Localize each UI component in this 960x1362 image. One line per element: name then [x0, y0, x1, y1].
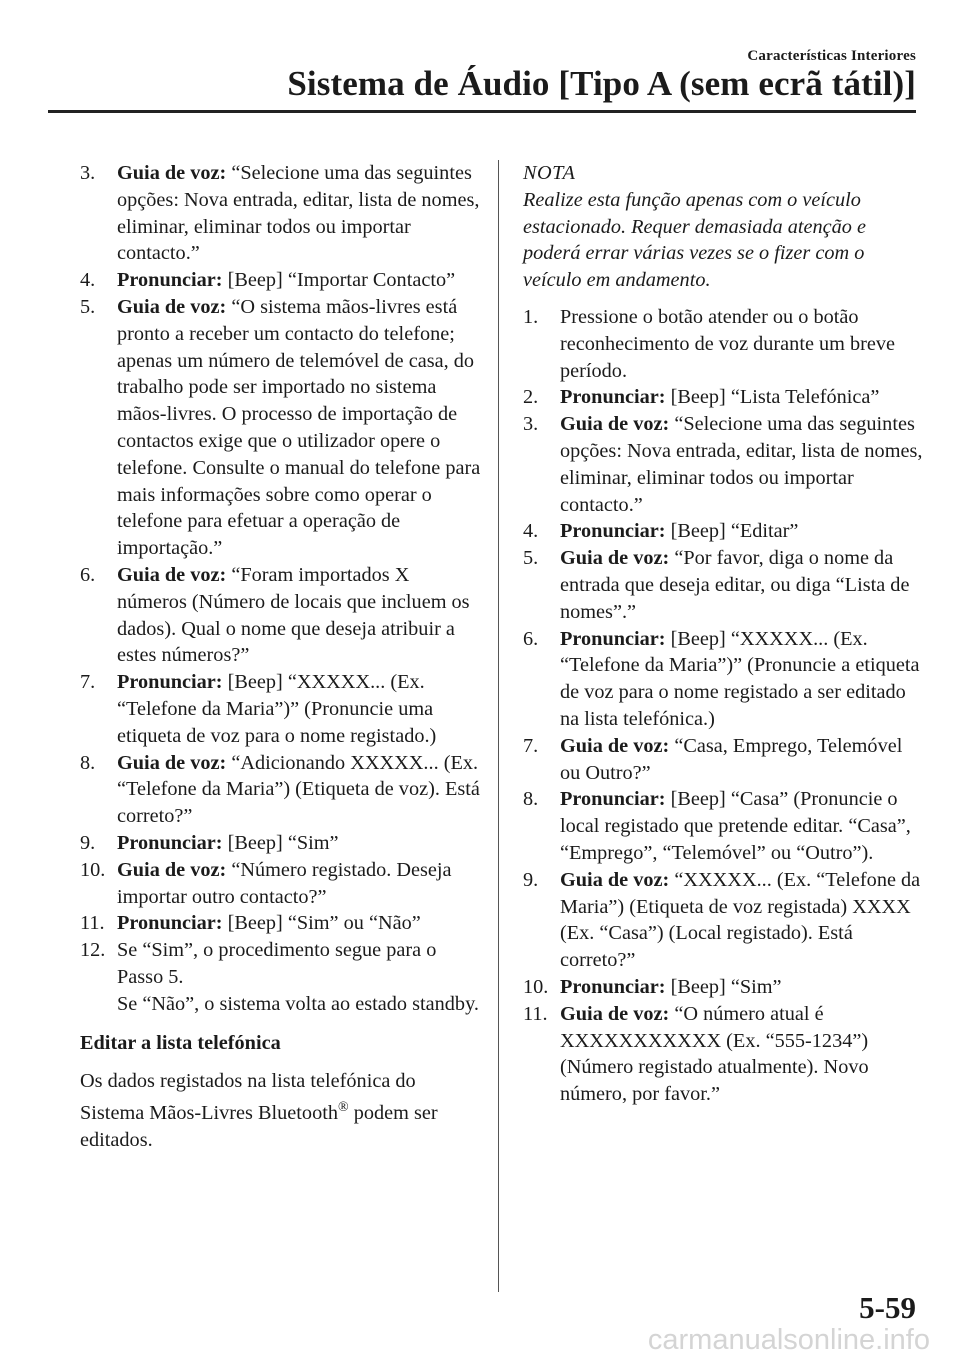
step-text: [Beep] “Editar” [665, 520, 799, 543]
step-text: [Beep] “Sim” [222, 831, 339, 854]
list-item [80, 267, 482, 294]
step-label: Guia de voz: [560, 734, 670, 757]
header-rule [48, 110, 916, 113]
left-column [80, 160, 482, 1153]
step-text: “Foram importados X números (Número de locais que incluem os dados). Qual o nome que deseja atribuir a estes números?” [117, 563, 470, 667]
step-label: Pronunciar: [117, 269, 223, 292]
step-label: Pronunciar: [560, 788, 666, 811]
step-label: Guia de voz: [560, 1002, 670, 1025]
step-number: 3. [523, 413, 539, 436]
list-item [80, 910, 482, 937]
list-item [523, 545, 923, 625]
step-text: [Beep] “Casa” (Pronuncie o local registado que pretende editar. “Casa”, “Emprego”, “Telemóvel” ou “Outro”). [560, 788, 911, 864]
step-number: 5. [80, 295, 96, 318]
step-text: “Selecione uma das seguintes opções: Nova entrada, editar, lista de nomes, eliminar, eliminar todos ou importar contacto.” [560, 413, 923, 516]
step-number: 11. [80, 912, 105, 935]
list-item [80, 937, 482, 1017]
section-label: Características Interiores [747, 48, 916, 64]
step-label: Guia de voz: [117, 858, 227, 881]
step-number: 12. [80, 939, 106, 962]
step-label: Guia de voz: [117, 563, 227, 586]
step-label: Guia de voz: [117, 162, 227, 184]
page-number: 5-59 [859, 1290, 916, 1325]
step-text: [Beep] “XXXXX... (Ex. “Telefone da Maria”)” (Pronuncie a etiqueta de voz para o nome registado a ser editado na lista telefónica.) [560, 627, 920, 730]
step-label: Pronunciar: [117, 912, 223, 935]
note-title: NOTA [523, 162, 576, 184]
step-number: 4. [80, 269, 96, 292]
step-number: 10. [523, 975, 549, 998]
step-number: 6. [523, 627, 539, 650]
list-item [80, 160, 482, 267]
list-item [80, 562, 482, 669]
step-number: 8. [80, 751, 96, 774]
page-title: Sistema de Áudio [Tipo A (sem ecrã tátil)] [287, 64, 916, 103]
note-body: Realize esta função apenas com o veículo estacionado. Requer demasiada atenção e poderá errar várias vezes se o fizer com o veículo em andamento. [523, 188, 867, 292]
step-text: Se “Sim”, o procedimento segue para o Passo 5. [117, 939, 437, 988]
step-text: “Adicionando XXXXX... (Ex. “Telefone da Maria”) (Etiqueta de voz). Está correto?” [117, 751, 480, 828]
step-number: 7. [523, 734, 539, 757]
step-number: 4. [523, 520, 539, 543]
step-text: [Beep] “Lista Telefónica” [665, 386, 880, 409]
step-number: 3. [80, 162, 96, 184]
step-text: “Por favor, diga o nome da entrada que deseja editar, ou diga “Lista de nomes”.” [560, 547, 910, 623]
paragraph [80, 1068, 482, 1153]
paragraph-text: Os dados registados na lista telefónica do Sistema Mãos-Livres Bluetooth [80, 1070, 416, 1124]
step-number: 2. [523, 386, 539, 409]
left-step-list [80, 160, 482, 937]
step-number: 1. [523, 305, 539, 328]
step-label: Pronunciar: [117, 671, 223, 694]
registered-mark: ® [338, 1100, 349, 1116]
step-label: Pronunciar: [560, 975, 666, 998]
step-number: 8. [523, 788, 539, 811]
list-item [523, 304, 923, 384]
list-item [523, 384, 923, 411]
step-text: “XXXXX... (Ex. “Telefone da Maria”) (Etiqueta de voz registada) XXXX (Ex. “Casa”) (Local registado). Está correto?” [560, 868, 921, 972]
step-label: Guia de voz: [560, 868, 670, 891]
column-divider [498, 160, 499, 1292]
section-heading: Editar a lista telefónica [80, 1031, 281, 1054]
step-text: “O sistema mãos-livres está pronto a receber um contacto do telefone; apenas um número de telemóvel de casa, do trabalho pode ser importado no sistema mãos-livres. O processo de importação de contactos exige que o utilizador opere o telefone. Consulte o manual do telefone para mais informações sobre como operar o telefone para efetuar a operação de importação.” [117, 295, 481, 560]
step-label: Guia de voz: [560, 413, 670, 436]
step-text: “Selecione uma das seguintes opções: Nova entrada, editar, lista de nomes, eliminar, eliminar todos ou importar contacto.” [117, 162, 480, 265]
list-item [80, 830, 482, 857]
list-item [523, 786, 923, 866]
list-item [523, 518, 923, 545]
step-label: Pronunciar: [560, 386, 666, 409]
step-label: Pronunciar: [117, 831, 223, 854]
right-step-list [523, 384, 923, 1108]
list-item [80, 294, 482, 562]
step-text: “Casa, Emprego, Telemóvel ou Outro?” [560, 734, 903, 784]
step-number: 5. [523, 547, 539, 570]
step-text: Se “Não”, o sistema volta ao estado standby. [117, 992, 479, 1015]
step-number: 6. [80, 563, 96, 586]
step-text: Pressione o botão atender ou o botão reconhecimento de voz durante um breve período. [560, 305, 896, 382]
step-number: 11. [523, 1002, 548, 1025]
step-number: 9. [80, 831, 96, 854]
step-number: 10. [80, 858, 106, 881]
list-item [523, 626, 923, 733]
step-label: Guia de voz: [117, 751, 227, 774]
step-label: Guia de voz: [117, 295, 227, 318]
list-item [523, 974, 923, 1001]
right-column [523, 160, 923, 1108]
list-item [523, 867, 923, 974]
step-label: Pronunciar: [560, 520, 666, 543]
list-item [80, 750, 482, 830]
step-label: Pronunciar: [560, 627, 666, 650]
step-text: [Beep] “Importar Contacto” [222, 269, 456, 292]
watermark: carmanualsonline.info [647, 1324, 930, 1356]
list-item [80, 669, 482, 749]
list-item [523, 1001, 923, 1108]
list-item [80, 857, 482, 911]
step-text: “Número registado. Deseja importar outro contacto?” [117, 858, 452, 908]
list-item [523, 411, 923, 518]
paragraph-text: podem ser editados. [80, 1101, 438, 1151]
step-text: [Beep] “XXXXX... (Ex. “Telefone da Maria”)” (Pronuncie uma etiqueta de voz para o nome registado.) [117, 671, 437, 747]
step-text: [Beep] “Sim” [665, 975, 782, 998]
step-text: [Beep] “Sim” ou “Não” [222, 912, 421, 935]
step-number: 7. [80, 671, 96, 694]
step-label: Guia de voz: [560, 547, 670, 570]
step-text: “O número atual é XXXXXXXXXXX (Ex. “555-1234”) (Número registado atualmente). Novo número, por favor.” [560, 1002, 869, 1106]
step-number: 9. [523, 868, 539, 891]
list-item [523, 733, 923, 787]
